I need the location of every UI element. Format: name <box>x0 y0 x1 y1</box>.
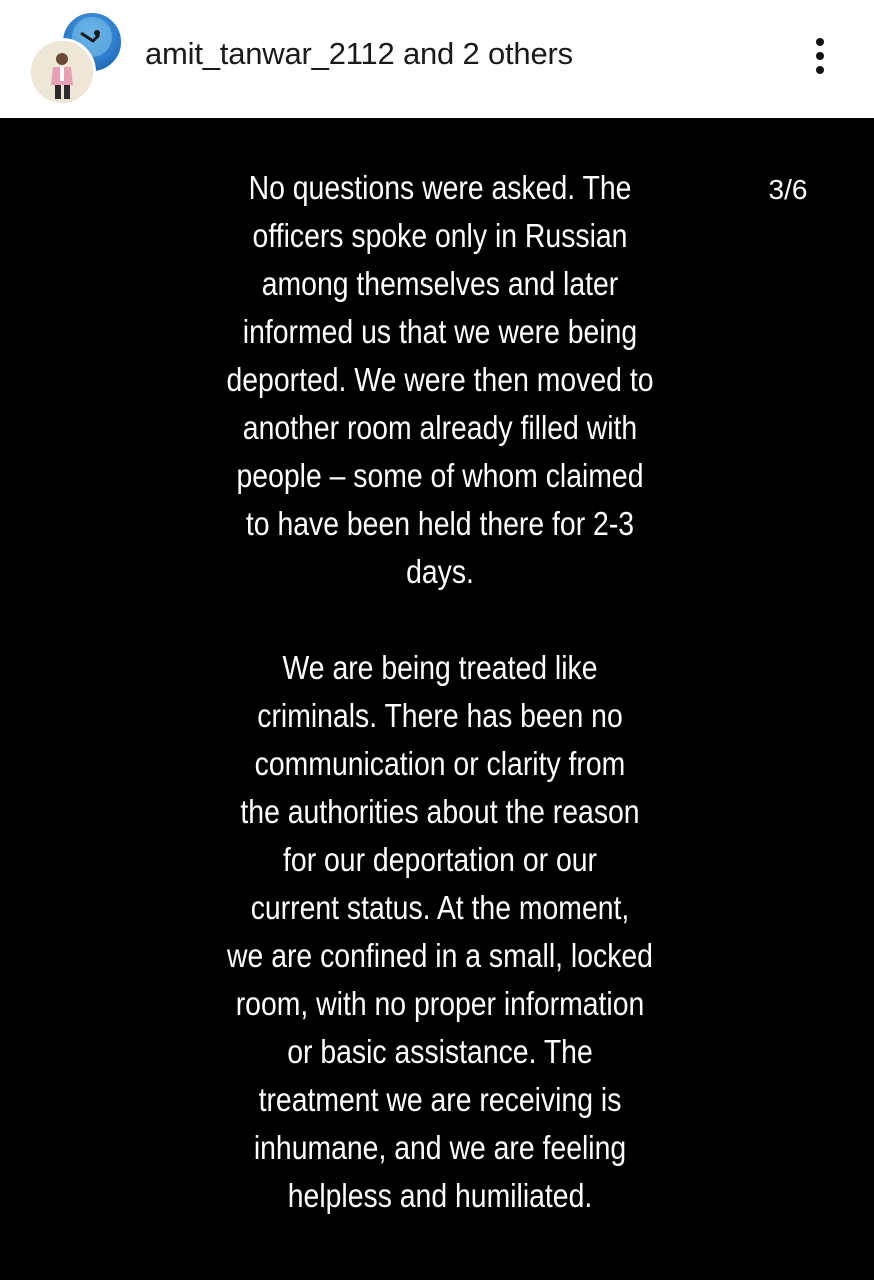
more-options-icon <box>816 66 824 74</box>
text-line: for our deportation or our <box>283 841 597 878</box>
text-line: we are confined in a small, locked <box>227 937 653 974</box>
text-line: deported. We were then moved to <box>226 361 654 398</box>
text-line: current status. At the moment, <box>250 889 630 926</box>
avatar[interactable] <box>28 38 96 106</box>
avatar-group[interactable] <box>28 10 124 102</box>
text-line: among themselves and later <box>261 265 619 302</box>
story-header <box>0 0 874 118</box>
text-line: or basic assistance. The <box>287 1033 593 1070</box>
text-line: to have been held there for 2-3 <box>245 505 635 542</box>
text-line: inhumane, and we are feeling <box>253 1129 627 1166</box>
text-line: officers spoke only in Russian <box>252 217 628 254</box>
text-line: room, with no proper information <box>235 985 645 1022</box>
text-line: the authorities about the reason <box>240 793 640 830</box>
paragraph-gap <box>170 596 710 644</box>
text-line: another room already filled with <box>242 409 638 446</box>
text-line: days. <box>406 553 474 590</box>
more-options-icon <box>816 38 824 46</box>
text-line: people – some of whom claimed <box>236 457 644 494</box>
username-link[interactable]: amit_tanwar_2112 <box>145 36 395 71</box>
story-content[interactable] <box>0 118 874 1280</box>
story-owner-label[interactable] <box>145 36 573 72</box>
text-line: No questions were asked. The <box>248 169 632 206</box>
text-line: treatment we are receiving is <box>258 1081 622 1118</box>
more-options-icon <box>816 52 824 60</box>
text-line: communication or clarity from <box>254 745 626 782</box>
others-text: and 2 others <box>394 36 573 71</box>
story-text <box>170 164 710 1220</box>
text-line: criminals. There has been no <box>257 697 623 734</box>
text-line: helpless and humiliated. <box>287 1177 593 1214</box>
more-options-button[interactable] <box>800 32 840 80</box>
text-line: informed us that we were being <box>242 313 638 350</box>
text-line: We are being treated like <box>282 649 598 686</box>
page-indicator: 3/6 <box>768 174 808 205</box>
